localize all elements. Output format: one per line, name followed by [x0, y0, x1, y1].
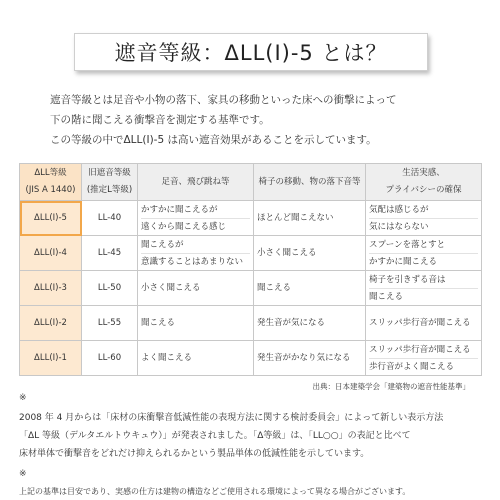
- chair-cell: ほとんど聞こえない: [254, 201, 366, 236]
- grade-cell: ΔLL(I)-2: [20, 306, 82, 341]
- chair-cell: 聞こえる: [254, 271, 366, 306]
- header-footsteps: 足音、飛び跳ね等: [138, 164, 254, 201]
- header-life: 生活実感、 プライバシーの確保: [366, 164, 482, 201]
- intro-text: [50, 90, 470, 150]
- header-old-grade: 旧遮音等級 (推定L等級): [82, 164, 138, 201]
- intro-line: この等級の中でΔLL(I)-5 は高い遮音効果があることを示しています。: [50, 134, 377, 146]
- notes-text: [19, 409, 489, 463]
- note-mark: ※: [19, 469, 27, 479]
- old-grade-cell: LL-40: [82, 201, 138, 236]
- header-chair: 椅子の移動、物の落下音等: [254, 164, 366, 201]
- table-header-row: [20, 164, 482, 201]
- chair-cell: 発生音がかなり気になる: [254, 341, 366, 376]
- footsteps-cell: よく聞こえる: [138, 341, 254, 376]
- table-row: [20, 306, 482, 341]
- footnote: 上記の基準は目安であり、実感の仕方は建物の構造などご使用される環境によって異なる場合がございます。: [19, 487, 411, 496]
- life-cell: 椅子を引きずる音は 聞こえる: [366, 271, 482, 306]
- life-cell: スリッパ歩行音が聞こえる: [366, 306, 482, 341]
- note-line: 床材単体で衝撃音をどれだけ抑えられるかという製品単体の低減性能を示しています。: [19, 449, 370, 459]
- table-row: [20, 341, 482, 376]
- life-cell: 気配は感じるが 気にはならない: [366, 201, 482, 236]
- old-grade-cell: LL-50: [82, 271, 138, 306]
- footsteps-cell: かすかに聞こえるが 遠くから聞こえる感じ: [138, 201, 254, 236]
- note-line: 2008 年 4 月からは「床材の床衝撃音低減性能の表現方法に関する検討委員会」によって新しい表示方法: [19, 413, 444, 423]
- chair-cell: 小さく聞こえる: [254, 236, 366, 271]
- intro-line: 遮音等級とは足音や小物の落下、家具の移動といった床への衝撃によって: [50, 94, 397, 106]
- grade-cell-highlighted: ΔLL(I)-5: [20, 201, 82, 236]
- life-cell: スプーンを落とすと かすかに聞こえる: [366, 236, 482, 271]
- note-mark: ※: [19, 393, 27, 403]
- header-grade: ΔLL等級 (JIS A 1440): [20, 164, 82, 201]
- life-cell: スリッパ歩行音が聞こえる 歩行音がよく聞こえる: [366, 341, 482, 376]
- grade-cell: ΔLL(I)-4: [20, 236, 82, 271]
- old-grade-cell: LL-45: [82, 236, 138, 271]
- footsteps-cell: 小さく聞こえる: [138, 271, 254, 306]
- source-citation: 出典：日本建築学会「建築物の遮音性能基準」: [312, 382, 470, 391]
- chair-cell: 発生音が気になる: [254, 306, 366, 341]
- page-title: 遮音等級：ΔLL(I)-5 とは？: [74, 33, 428, 71]
- sound-grade-table: [19, 163, 482, 376]
- grade-cell: ΔLL(I)-3: [20, 271, 82, 306]
- footsteps-cell: 聞こえるが 意識することはあまりない: [138, 236, 254, 271]
- footsteps-cell: 聞こえる: [138, 306, 254, 341]
- old-grade-cell: LL-60: [82, 341, 138, 376]
- note-line: 「ΔL 等級（デルタエルトウキュウ）」が発表されました。「Δ等級」は、「LL○○」の表記と比べて: [19, 431, 411, 441]
- grade-cell: ΔLL(I)-1: [20, 341, 82, 376]
- table-row: [20, 271, 482, 306]
- old-grade-cell: LL-55: [82, 306, 138, 341]
- table-row: [20, 201, 482, 236]
- intro-line: 下の階に聞こえる衝撃音を測定する基準です。: [50, 114, 270, 126]
- table-row: [20, 236, 482, 271]
